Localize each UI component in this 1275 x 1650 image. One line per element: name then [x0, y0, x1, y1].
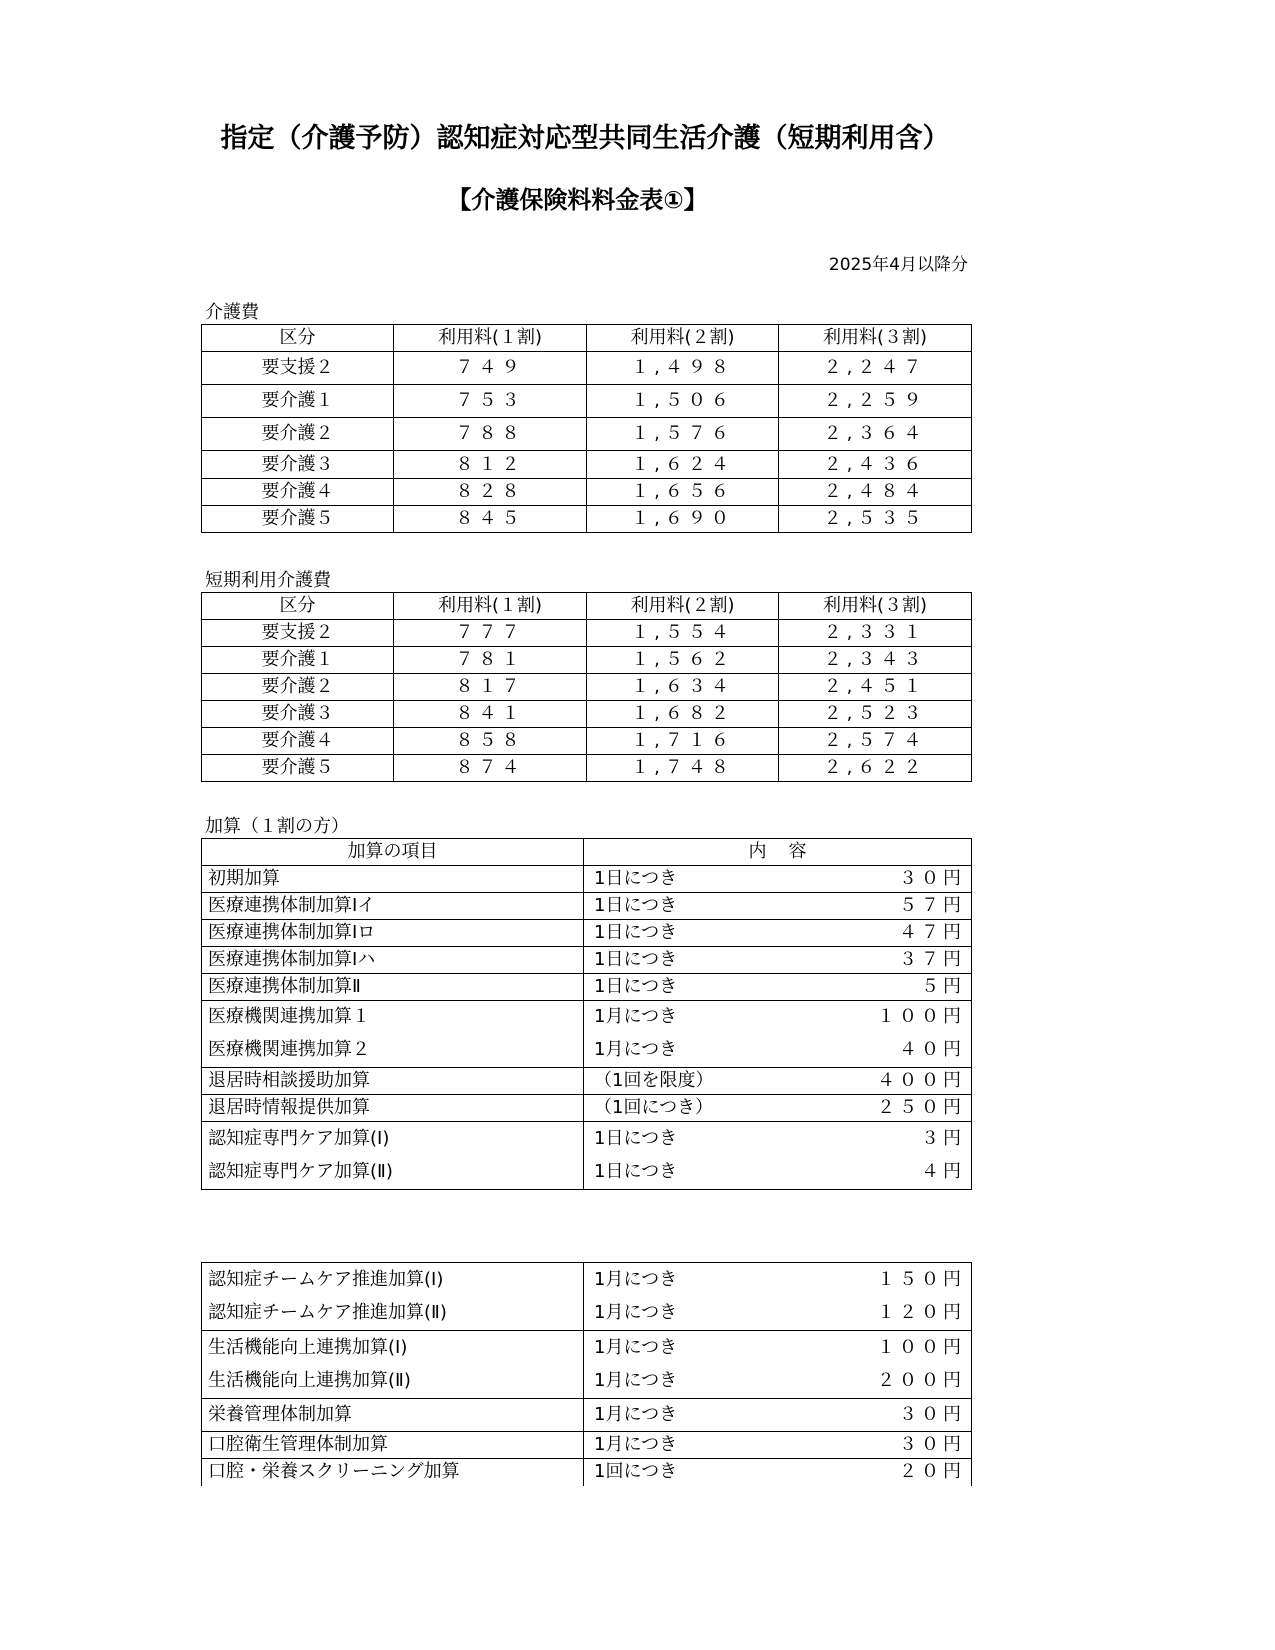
table-row — [202, 1432, 972, 1459]
addition-content — [584, 1122, 972, 1156]
header-fee-1: 利用料(１割) — [394, 325, 587, 352]
addition-item: 認知症チームケア推進加算(Ⅰ) — [202, 1263, 584, 1297]
addition-unit: 1月につき — [594, 1404, 678, 1425]
table-row — [202, 1331, 972, 1365]
addition-amount: ４００円 — [877, 1070, 965, 1091]
addition-item: 生活機能向上連携加算(Ⅱ) — [202, 1365, 584, 1399]
header-fee-3: 利用料(３割) — [779, 593, 972, 620]
cell-category: 要支援２ — [202, 352, 394, 385]
addition-amount: ２０円 — [899, 1461, 965, 1483]
care-fee-caption: 介護費 — [205, 302, 259, 323]
addition-content — [584, 1001, 972, 1034]
cell-category: 要介護５ — [202, 755, 394, 782]
table-row — [202, 451, 972, 479]
additions-table — [201, 838, 972, 1190]
table-row — [202, 728, 972, 755]
addition-content — [584, 1365, 972, 1399]
addition-unit: 1日につき — [594, 949, 678, 970]
addition-unit: 1日につき — [594, 976, 678, 997]
table-row — [202, 385, 972, 418]
addition-content — [584, 1156, 972, 1190]
addition-item: 医療連携体制加算Ⅰロ — [202, 920, 584, 947]
table-row — [202, 1263, 972, 1297]
addition-item: 医療連携体制加算Ⅰハ — [202, 947, 584, 974]
cell-fee-2: １,６５６ — [587, 479, 779, 506]
addition-item: 認知症専門ケア加算(Ⅱ) — [202, 1156, 584, 1190]
page-subtitle: 【介護保険料料金表①】 — [447, 186, 708, 214]
addition-unit: 1月につき — [594, 1336, 678, 1358]
addition-content — [584, 866, 972, 893]
addition-content — [584, 947, 972, 974]
cell-fee-1: ８７４ — [394, 755, 587, 782]
addition-amount: １００円 — [877, 1336, 965, 1358]
cell-fee-3: ２,３４３ — [779, 647, 972, 674]
header-category: 区分 — [202, 593, 394, 620]
addition-content — [584, 1331, 972, 1365]
cell-category: 要介護４ — [202, 479, 394, 506]
addition-unit: 1日につき — [594, 895, 678, 916]
header-item: 加算の項目 — [202, 839, 584, 866]
table-row — [202, 701, 972, 728]
addition-content — [584, 1297, 972, 1331]
addition-unit: 1月につき — [594, 1039, 678, 1061]
cell-fee-3: ２,５２３ — [779, 701, 972, 728]
addition-unit: 1日につき — [594, 868, 678, 889]
addition-content — [584, 1263, 972, 1297]
cell-fee-2: １,５６２ — [587, 647, 779, 674]
cell-fee-1: ８５８ — [394, 728, 587, 755]
table-header-row — [202, 593, 972, 620]
cell-fee-1: ８１７ — [394, 674, 587, 701]
table-row — [202, 947, 972, 974]
addition-amount: １００円 — [877, 1006, 965, 1028]
addition-amount: １５０円 — [877, 1268, 965, 1290]
cell-category: 要支援２ — [202, 620, 394, 647]
table-row — [202, 506, 972, 533]
addition-item: 医療連携体制加算Ⅰイ — [202, 893, 584, 920]
cell-fee-1: ８１２ — [394, 451, 587, 479]
table-row — [202, 479, 972, 506]
cell-category: 要介護２ — [202, 418, 394, 451]
header-content — [584, 839, 972, 866]
table-row — [202, 866, 972, 893]
cell-fee-2: １,５７６ — [587, 418, 779, 451]
additions-caption: 加算（１割の方） — [205, 816, 349, 837]
cell-fee-3: ２,３３１ — [779, 620, 972, 647]
cell-fee-2: １,６２４ — [587, 451, 779, 479]
addition-amount: ２００円 — [877, 1370, 965, 1392]
cell-fee-2: １,７１６ — [587, 728, 779, 755]
addition-item: 認知症チームケア推進加算(Ⅱ) — [202, 1297, 584, 1331]
addition-amount: ３円 — [921, 1127, 965, 1149]
addition-unit: 1月につき — [594, 1268, 678, 1290]
addition-amount: ４円 — [921, 1161, 965, 1183]
header-fee-2: 利用料(２割) — [587, 593, 779, 620]
addition-item: 口腔・栄養スクリーニング加算 — [202, 1459, 584, 1486]
addition-item: 栄養管理体制加算 — [202, 1399, 584, 1432]
header-content-char-2: 容 — [788, 841, 807, 862]
cell-category: 要介護３ — [202, 451, 394, 479]
care-fee-table — [201, 324, 972, 533]
addition-unit: 1月につき — [594, 1302, 678, 1324]
effective-date: 2025年4月以降分 — [828, 255, 968, 275]
table-row — [202, 1297, 972, 1331]
cell-fee-2: １,６３４ — [587, 674, 779, 701]
addition-content — [584, 1459, 972, 1486]
addition-content — [584, 893, 972, 920]
addition-item: 医療機関連携加算１ — [202, 1001, 584, 1034]
addition-content — [584, 1095, 972, 1122]
header-fee-2: 利用料(２割) — [587, 325, 779, 352]
table-row — [202, 1156, 972, 1190]
cell-category: 要介護１ — [202, 385, 394, 418]
table-row — [202, 974, 972, 1001]
addition-content — [584, 920, 972, 947]
addition-amount: ３０円 — [899, 1434, 965, 1455]
cell-category: 要介護２ — [202, 674, 394, 701]
table-row — [202, 674, 972, 701]
short-fee-table — [201, 592, 972, 782]
table-row — [202, 893, 972, 920]
addition-unit: 1月につき — [594, 1006, 678, 1028]
cell-fee-3: ２,２５９ — [779, 385, 972, 418]
cell-fee-1: ７８８ — [394, 418, 587, 451]
table-row — [202, 1365, 972, 1399]
addition-unit: （1回を限度） — [594, 1070, 714, 1091]
addition-unit: 1回につき — [594, 1461, 678, 1483]
addition-content — [584, 1399, 972, 1432]
cell-fee-1: ７８１ — [394, 647, 587, 674]
cell-fee-2: １,７４８ — [587, 755, 779, 782]
cell-fee-2: １,４９８ — [587, 352, 779, 385]
table-row — [202, 1095, 972, 1122]
header-category: 区分 — [202, 325, 394, 352]
addition-item: 退居時情報提供加算 — [202, 1095, 584, 1122]
cell-fee-3: ２,２４７ — [779, 352, 972, 385]
cell-category: 要介護１ — [202, 647, 394, 674]
addition-unit: 1日につき — [594, 1161, 678, 1183]
cell-fee-2: １,５５４ — [587, 620, 779, 647]
addition-item: 初期加算 — [202, 866, 584, 893]
header-fee-1: 利用料(１割) — [394, 593, 587, 620]
cell-fee-3: ２,３６４ — [779, 418, 972, 451]
table-row — [202, 920, 972, 947]
addition-unit: 1日につき — [594, 922, 678, 943]
addition-unit: 1月につき — [594, 1370, 678, 1392]
cell-fee-1: ８２８ — [394, 479, 587, 506]
addition-amount: ５７円 — [899, 895, 965, 916]
cell-category: 要介護３ — [202, 701, 394, 728]
cell-category: 要介護５ — [202, 506, 394, 533]
cell-fee-2: １,５０６ — [587, 385, 779, 418]
table-row — [202, 755, 972, 782]
cell-fee-1: ７７７ — [394, 620, 587, 647]
table-row — [202, 1459, 972, 1486]
cell-category: 要介護４ — [202, 728, 394, 755]
addition-item: 認知症専門ケア加算(Ⅰ) — [202, 1122, 584, 1156]
addition-item: 医療機関連携加算２ — [202, 1034, 584, 1068]
cell-fee-3: ２,４３６ — [779, 451, 972, 479]
page-title: 指定（介護予防）認知症対応型共同生活介護（短期利用含） — [220, 123, 950, 154]
cell-fee-1: ７４９ — [394, 352, 587, 385]
header-content-char-1: 内 — [748, 841, 767, 862]
addition-item: 生活機能向上連携加算(Ⅰ) — [202, 1331, 584, 1365]
cell-fee-1: ８４５ — [394, 506, 587, 533]
cell-fee-3: ２,４８４ — [779, 479, 972, 506]
table-row — [202, 1068, 972, 1095]
addition-amount: ２５０円 — [877, 1097, 965, 1118]
cell-fee-3: ２,５７４ — [779, 728, 972, 755]
table-row — [202, 1399, 972, 1432]
table-row — [202, 1034, 972, 1068]
addition-unit: 1日につき — [594, 1127, 678, 1149]
cell-fee-2: １,６９０ — [587, 506, 779, 533]
addition-amount: ４７円 — [899, 922, 965, 943]
table-row — [202, 1122, 972, 1156]
additions-table-continued — [201, 1262, 972, 1486]
addition-unit: 1月につき — [594, 1434, 678, 1455]
addition-item: 口腔衛生管理体制加算 — [202, 1432, 584, 1459]
addition-amount: １２０円 — [877, 1302, 965, 1324]
addition-amount: ３０円 — [899, 1404, 965, 1425]
table-row — [202, 620, 972, 647]
cell-fee-3: ２,５３５ — [779, 506, 972, 533]
addition-content — [584, 1034, 972, 1068]
addition-content — [584, 974, 972, 1001]
cell-fee-3: ２,４５１ — [779, 674, 972, 701]
header-fee-3: 利用料(３割) — [779, 325, 972, 352]
cell-fee-1: ８４１ — [394, 701, 587, 728]
addition-amount: ５円 — [921, 976, 965, 997]
short-fee-caption: 短期利用介護費 — [205, 570, 331, 591]
table-row — [202, 418, 972, 451]
cell-fee-3: ２,６２２ — [779, 755, 972, 782]
table-header-row — [202, 839, 972, 866]
addition-amount: ３７円 — [899, 949, 965, 970]
addition-unit: （1回につき） — [594, 1097, 714, 1118]
table-header-row — [202, 325, 972, 352]
addition-amount: ３０円 — [899, 868, 965, 889]
cell-fee-2: １,６８２ — [587, 701, 779, 728]
table-row — [202, 1001, 972, 1034]
addition-item: 医療連携体制加算Ⅱ — [202, 974, 584, 1001]
table-row — [202, 647, 972, 674]
table-row — [202, 352, 972, 385]
cell-fee-1: ７５３ — [394, 385, 587, 418]
addition-content — [584, 1068, 972, 1095]
addition-content — [584, 1432, 972, 1459]
addition-item: 退居時相談援助加算 — [202, 1068, 584, 1095]
addition-amount: ４０円 — [899, 1039, 965, 1061]
